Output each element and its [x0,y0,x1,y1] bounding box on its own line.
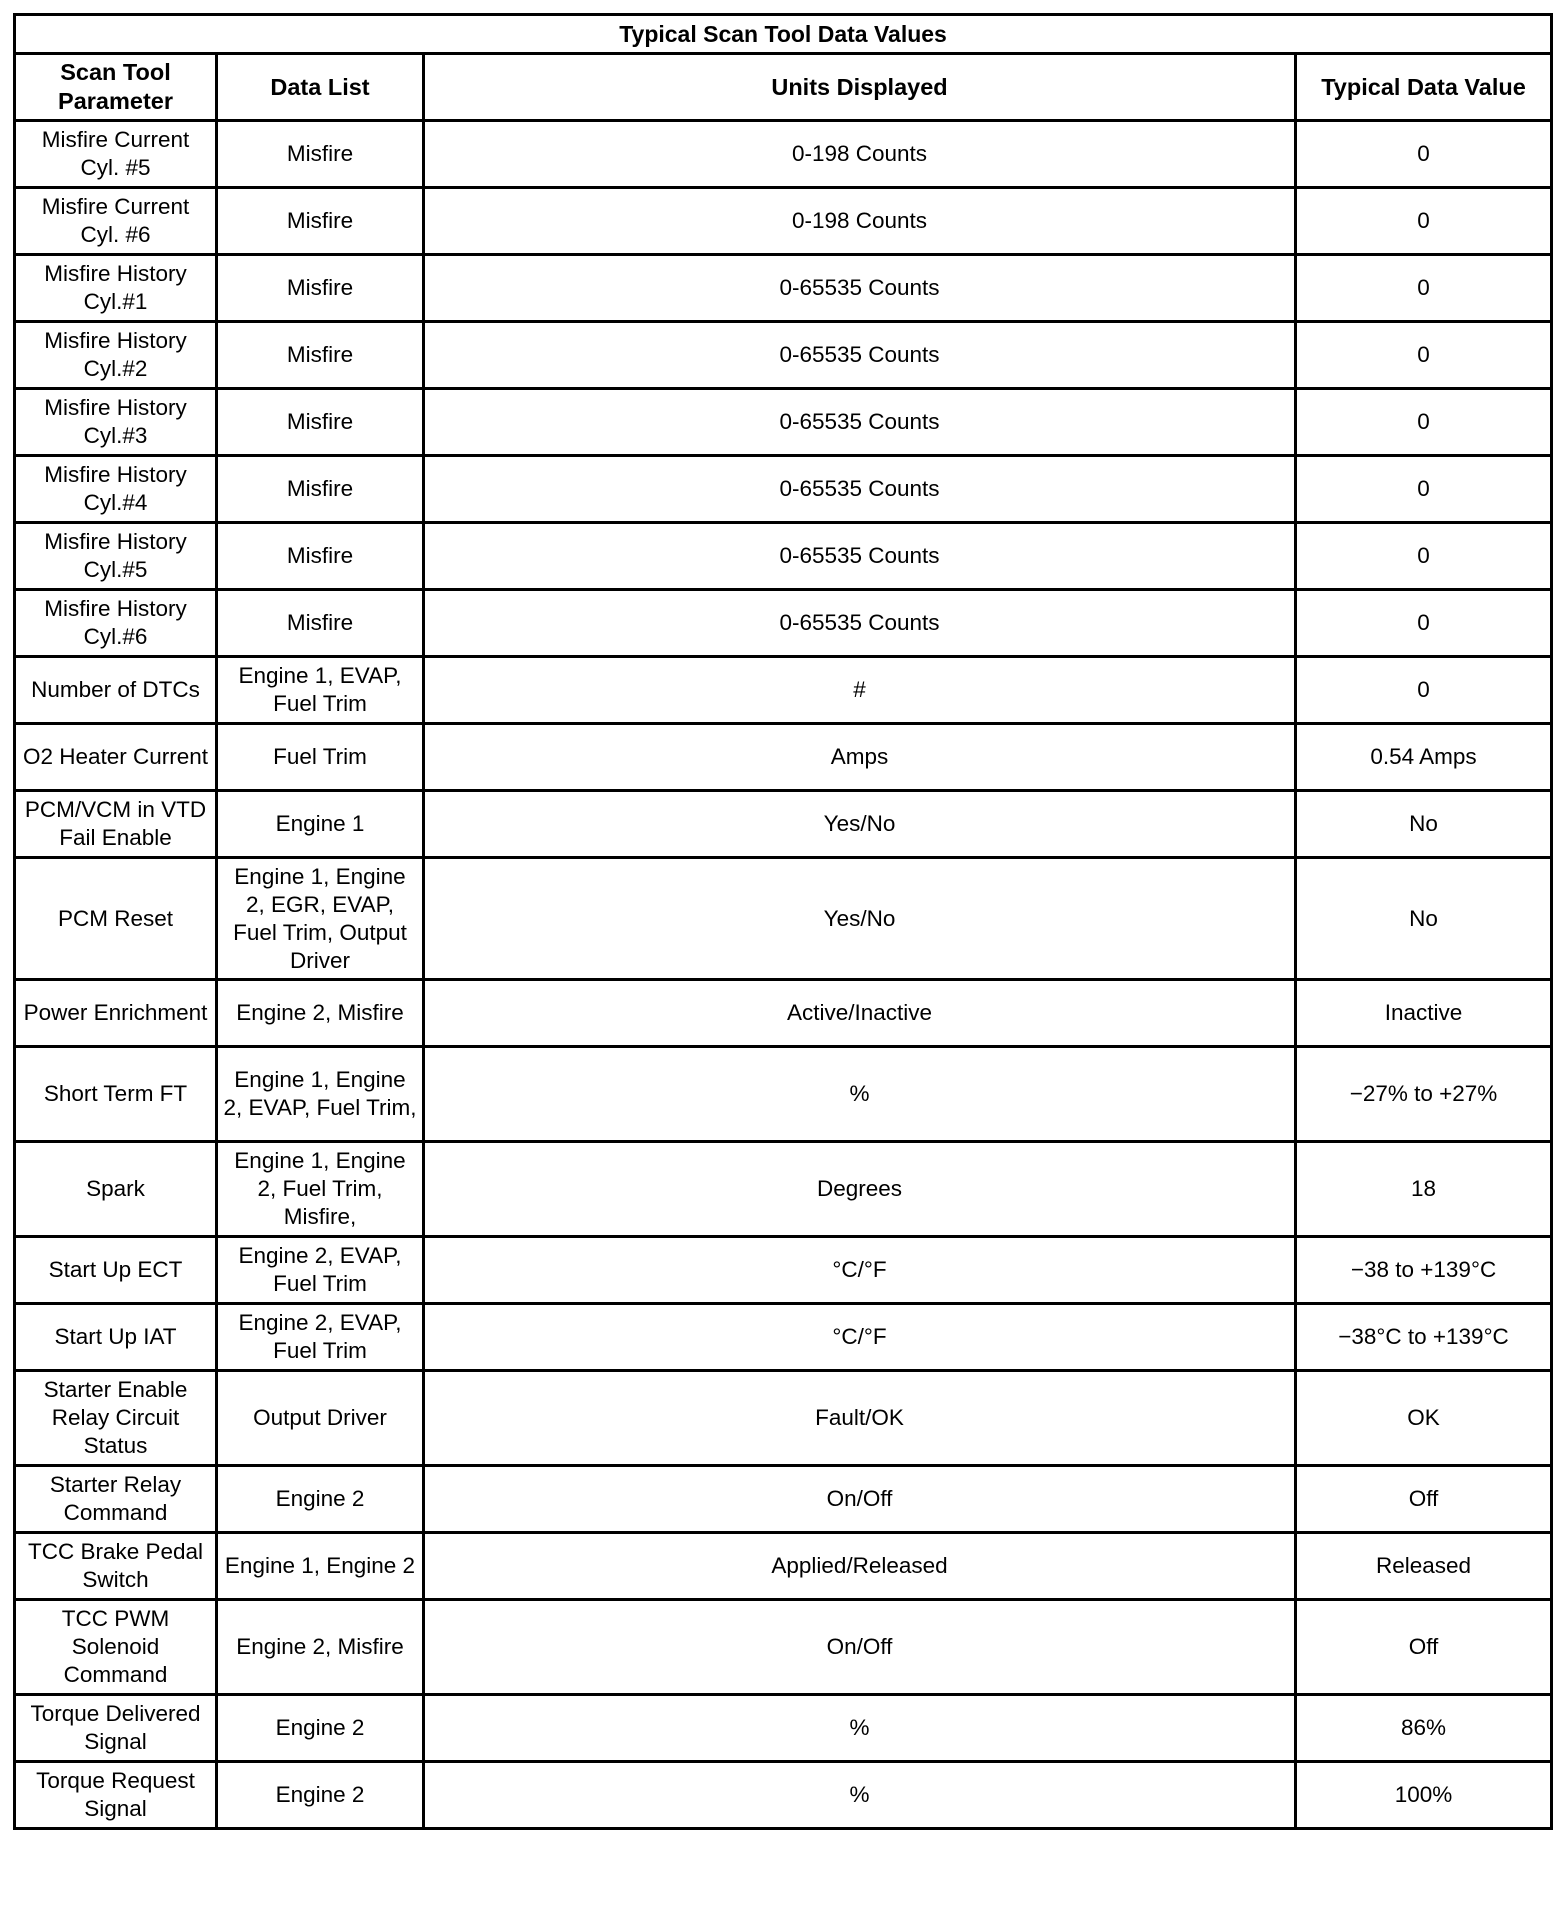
table-row [15,1304,1552,1371]
header-units-displayed: Units Displayed [424,54,1296,121]
cell-value: 0 [1296,121,1552,188]
cell-data-list: Engine 2, EVAP, Fuel Trim [217,1237,424,1304]
cell-value: OK [1296,1371,1552,1466]
cell-value: 0 [1296,523,1552,590]
cell-value: 0 [1296,456,1552,523]
cell-data-list: Engine 1, EVAP, Fuel Trim [217,657,424,724]
cell-parameter: Start Up IAT [15,1304,217,1371]
cell-data-list: Engine 2 [217,1466,424,1533]
cell-parameter: Spark [15,1142,217,1237]
cell-data-list: Misfire [217,255,424,322]
cell-value: 0 [1296,255,1552,322]
cell-data-list: Misfire [217,456,424,523]
cell-units: 0-198 Counts [424,188,1296,255]
cell-value: −38°C to +139°C [1296,1304,1552,1371]
table-row [15,121,1552,188]
cell-parameter: Misfire History Cyl.#6 [15,590,217,657]
cell-parameter: Misfire History Cyl.#5 [15,523,217,590]
table-row [15,657,1552,724]
cell-units: Amps [424,724,1296,791]
cell-value: Inactive [1296,980,1552,1047]
table-row [15,322,1552,389]
cell-value: −27% to +27% [1296,1047,1552,1142]
cell-value: 0 [1296,322,1552,389]
cell-units: °C/°F [424,1237,1296,1304]
cell-value: −38 to +139°C [1296,1237,1552,1304]
cell-parameter: Torque Request Signal [15,1762,217,1829]
cell-units: 0-65535 Counts [424,523,1296,590]
cell-parameter: Torque Delivered Signal [15,1695,217,1762]
cell-units: 0-65535 Counts [424,590,1296,657]
table-row [15,1047,1552,1142]
cell-data-list: Engine 2 [217,1762,424,1829]
cell-units: 0-65535 Counts [424,255,1296,322]
cell-data-list: Engine 1, Engine 2, EGR, EVAP, Fuel Trim, Output Driver [217,858,424,980]
cell-parameter: Misfire History Cyl.#4 [15,456,217,523]
scan-tool-data-table [13,13,1553,1830]
cell-parameter: TCC Brake Pedal Switch [15,1533,217,1600]
cell-value: Off [1296,1600,1552,1695]
cell-data-list: Engine 1, Engine 2 [217,1533,424,1600]
cell-parameter: Short Term FT [15,1047,217,1142]
cell-units: # [424,657,1296,724]
cell-parameter: Misfire History Cyl.#1 [15,255,217,322]
cell-units: °C/°F [424,1304,1296,1371]
cell-value: 0 [1296,590,1552,657]
table-row [15,980,1552,1047]
cell-parameter: TCC PWM Solenoid Command [15,1600,217,1695]
table-row [15,791,1552,858]
scan-tool-table-container [13,13,1550,1830]
cell-data-list: Engine 1, Engine 2, Fuel Trim, Misfire, [217,1142,424,1237]
cell-data-list: Misfire [217,389,424,456]
cell-parameter: Power Enrichment [15,980,217,1047]
cell-value: No [1296,791,1552,858]
cell-parameter: Misfire Current Cyl. #6 [15,188,217,255]
cell-units: % [424,1762,1296,1829]
cell-units: Active/Inactive [424,980,1296,1047]
cell-value: 0.54 Amps [1296,724,1552,791]
cell-units: On/Off [424,1600,1296,1695]
table-row [15,1466,1552,1533]
cell-units: 0-198 Counts [424,121,1296,188]
table-row [15,255,1552,322]
table-row [15,1371,1552,1466]
table-row [15,590,1552,657]
cell-units: Applied/Released [424,1533,1296,1600]
cell-data-list: Misfire [217,121,424,188]
cell-value: 100% [1296,1762,1552,1829]
cell-parameter: Misfire History Cyl.#3 [15,389,217,456]
cell-units: 0-65535 Counts [424,456,1296,523]
cell-units: % [424,1695,1296,1762]
cell-units: Yes/No [424,791,1296,858]
cell-units: 0-65535 Counts [424,322,1296,389]
cell-parameter: Misfire Current Cyl. #5 [15,121,217,188]
table-row [15,1533,1552,1600]
cell-data-list: Engine 2, Misfire [217,980,424,1047]
cell-parameter: PCM Reset [15,858,217,980]
cell-units: 0-65535 Counts [424,389,1296,456]
cell-value: 18 [1296,1142,1552,1237]
cell-value: No [1296,858,1552,980]
table-row [15,1600,1552,1695]
cell-value: Off [1296,1466,1552,1533]
cell-value: 0 [1296,188,1552,255]
cell-data-list: Engine 2, Misfire [217,1600,424,1695]
table-header-row [15,54,1552,121]
cell-value: Released [1296,1533,1552,1600]
table-row [15,1142,1552,1237]
cell-data-list: Misfire [217,188,424,255]
cell-parameter: Starter Enable Relay Circuit Status [15,1371,217,1466]
header-data-list: Data List [217,54,424,121]
table-row [15,858,1552,980]
header-scan-tool-parameter: Scan Tool Parameter [15,54,217,121]
cell-data-list: Misfire [217,523,424,590]
table-row [15,1762,1552,1829]
cell-parameter: O2 Heater Current [15,724,217,791]
table-row [15,1695,1552,1762]
cell-data-list: Engine 1, Engine 2, EVAP, Fuel Trim, [217,1047,424,1142]
table-row [15,188,1552,255]
cell-units: Fault/OK [424,1371,1296,1466]
cell-data-list: Fuel Trim [217,724,424,791]
cell-data-list: Misfire [217,590,424,657]
cell-value: 86% [1296,1695,1552,1762]
cell-parameter: PCM/VCM in VTD Fail Enable [15,791,217,858]
header-typical-data-value: Typical Data Value [1296,54,1552,121]
cell-value: 0 [1296,389,1552,456]
cell-units: Degrees [424,1142,1296,1237]
cell-data-list: Engine 2, EVAP, Fuel Trim [217,1304,424,1371]
cell-data-list: Misfire [217,322,424,389]
cell-parameter: Number of DTCs [15,657,217,724]
table-row [15,456,1552,523]
table-row [15,724,1552,791]
cell-parameter: Start Up ECT [15,1237,217,1304]
table-row [15,523,1552,590]
table-title: Typical Scan Tool Data Values [15,15,1552,54]
cell-data-list: Engine 1 [217,791,424,858]
cell-units: Yes/No [424,858,1296,980]
cell-units: % [424,1047,1296,1142]
table-row [15,389,1552,456]
cell-parameter: Misfire History Cyl.#2 [15,322,217,389]
cell-units: On/Off [424,1466,1296,1533]
cell-parameter: Starter Relay Command [15,1466,217,1533]
cell-data-list: Output Driver [217,1371,424,1466]
cell-data-list: Engine 2 [217,1695,424,1762]
table-row [15,1237,1552,1304]
cell-value: 0 [1296,657,1552,724]
